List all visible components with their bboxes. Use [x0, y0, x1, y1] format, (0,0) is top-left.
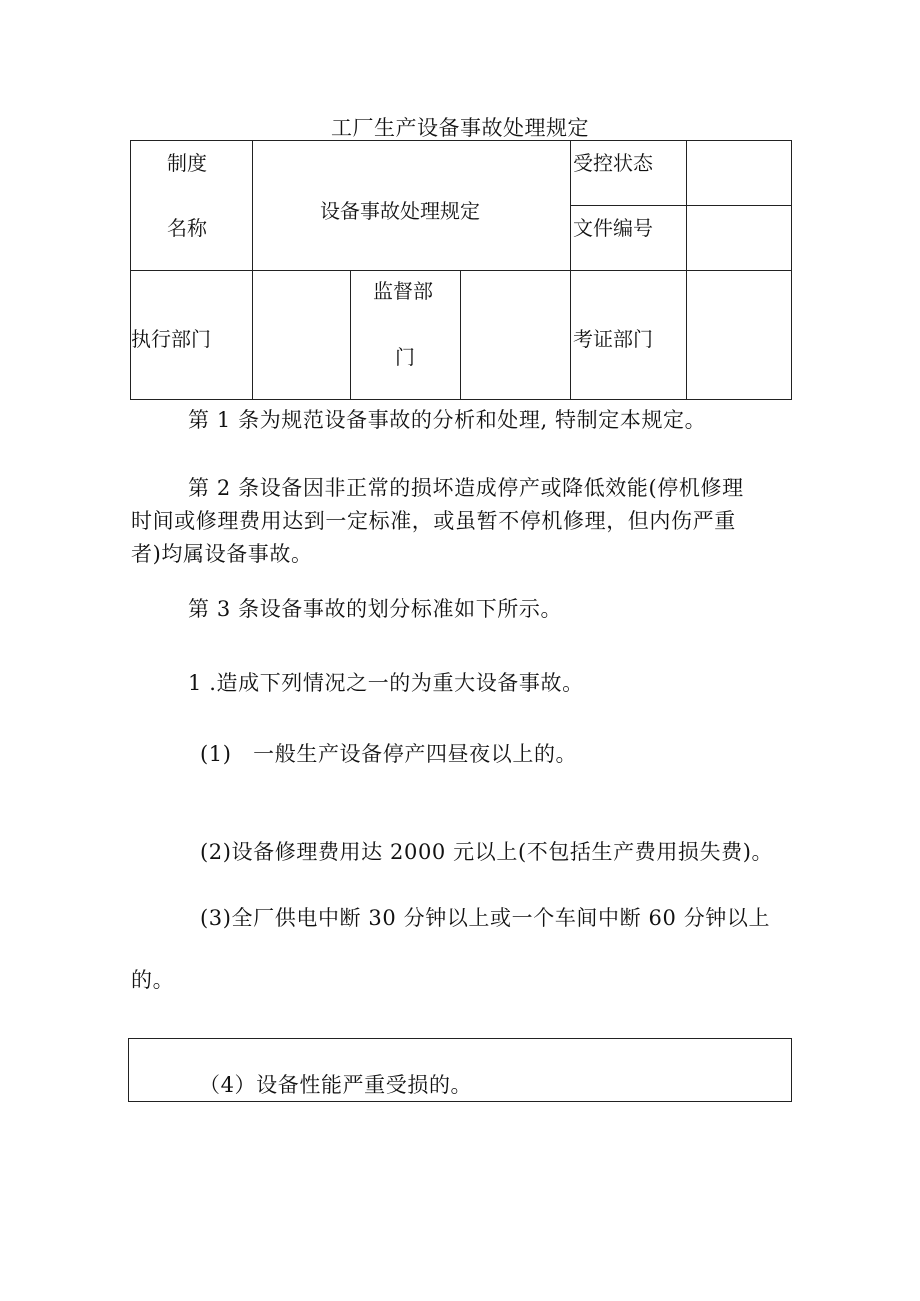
article-1: 第 1 条为规范设备事故的分析和处理, 特制定本规定。 [188, 408, 707, 432]
verify-dept-value-cell [687, 271, 792, 400]
name-label-line2: 名称 [167, 216, 207, 240]
document-info-table [130, 140, 792, 400]
sub-item-2: (2)设备修理费用达 2000 元以上(不包括生产费用损失费)。 [200, 840, 774, 864]
name-label-line1: 制度 [167, 151, 207, 175]
name-label-cell [131, 141, 253, 271]
article-2-line2: 时间或修理费用达到一定标准，或虽暂不停机修理，但内伤严重 [131, 509, 736, 533]
doc-number-label: 文件编号 [573, 216, 654, 240]
exec-dept-value-cell [253, 271, 351, 400]
control-status-value-cell [687, 141, 792, 206]
supervise-dept-line1: 监督部 [373, 279, 433, 303]
supervise-dept-label-cell [351, 271, 461, 400]
sub-item-4-box [128, 1038, 792, 1102]
item-1: 1 .造成下列情况之一的为重大设备事故。 [188, 671, 584, 695]
verify-dept-label-cell [571, 271, 687, 400]
control-status-label-cell [571, 141, 687, 206]
sub-item-1: (1) 一般生产设备停产四昼夜以上的。 [200, 742, 578, 766]
sub-item-3-line1: (3)全厂供电中断 30 分钟以上或一个车间中断 60 分钟以上 [200, 906, 771, 930]
supervise-dept-value-cell [461, 271, 571, 400]
name-value-cell [253, 141, 571, 271]
sub-item-3-line2: 的。 [131, 968, 175, 992]
name-value: 设备事故处理规定 [320, 199, 480, 223]
doc-number-label-cell [571, 206, 687, 271]
doc-number-value-cell [687, 206, 792, 271]
supervise-dept-line2: 门 [395, 345, 415, 369]
exec-dept-label-cell [131, 271, 253, 400]
verify-dept-label: 考证部门 [573, 327, 654, 351]
document-title: 工厂生产设备事故处理规定 [331, 116, 589, 140]
control-status-label: 受控状态 [573, 151, 654, 175]
exec-dept-label: 执行部门 [131, 327, 211, 351]
article-2-line1: 第 2 条设备因非正常的损坏造成停产或降低效能(停机修理 [188, 476, 744, 500]
article-2-line3: 者)均属设备事故。 [131, 542, 313, 566]
sub-item-4: （4）设备性能严重受损的。 [199, 1073, 473, 1097]
article-3: 第 3 条设备事故的划分标准如下所示。 [188, 597, 563, 621]
